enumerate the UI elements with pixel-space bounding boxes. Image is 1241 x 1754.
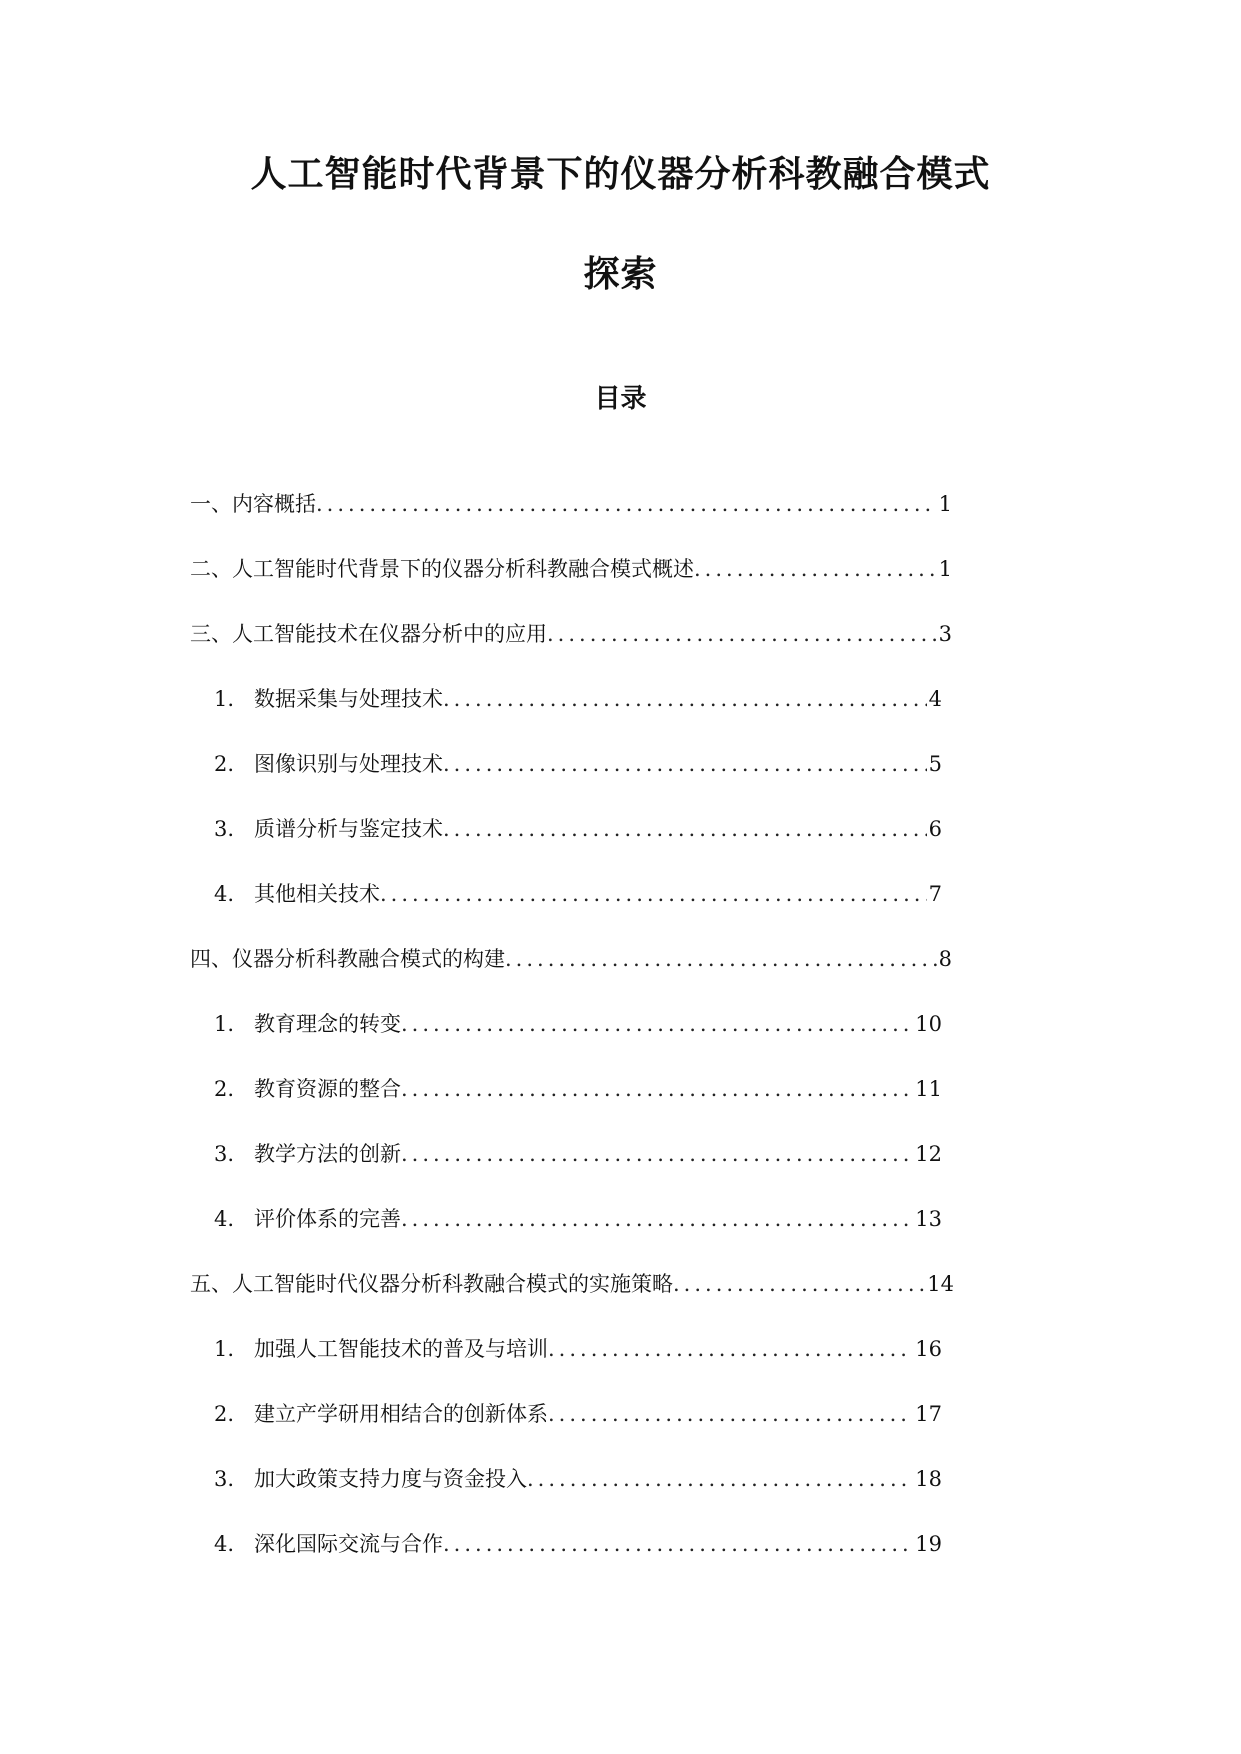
toc-entry-page-number: 14: [927, 1272, 954, 1296]
toc-entry-page-number: 1: [938, 492, 952, 516]
toc-entry[interactable]: [214, 1464, 942, 1529]
toc-entry[interactable]: [214, 749, 942, 814]
toc-entry-page-number: 7: [928, 882, 942, 906]
toc-dot-leader: [443, 684, 927, 714]
toc-entry-number: 4.: [214, 1532, 235, 1556]
toc-entry-page-number: 18: [915, 1467, 942, 1491]
toc-entry[interactable]: [190, 489, 952, 554]
toc-entry-number: 1.: [214, 687, 235, 711]
toc-entry-title: 评价体系的完善: [254, 1207, 401, 1231]
toc-dot-leader: [401, 1204, 913, 1234]
toc-dot-leader: [547, 619, 937, 649]
toc-entry-title: 教学方法的创新: [254, 1142, 401, 1166]
toc-dot-leader: [401, 1139, 913, 1169]
toc-entry-title: 二、人工智能时代背景下的仪器分析科教融合模式概述: [190, 557, 694, 581]
toc-entry-title: 一、内容概括: [190, 492, 316, 516]
toc-entry-number: 2.: [214, 1402, 235, 1426]
toc-entry-title: 教育理念的转变: [254, 1012, 401, 1036]
toc-entry-page-number: 10: [915, 1012, 942, 1036]
toc-entry[interactable]: [214, 684, 942, 749]
toc-entry-page-number: 13: [915, 1207, 942, 1231]
toc-entry[interactable]: [190, 1269, 954, 1334]
toc-entry-page-number: 3: [938, 622, 952, 646]
document-title-line-1: 人工智能时代背景下的仪器分析科教融合模式: [250, 154, 991, 195]
toc-heading: 目录: [594, 384, 647, 414]
toc-entry-title: 其他相关技术: [254, 882, 380, 906]
toc-dot-leader: [443, 814, 927, 844]
toc-entry-page-number: 16: [915, 1337, 942, 1361]
toc-dot-leader: [443, 1529, 913, 1559]
toc-entry-page-number: 8: [938, 947, 952, 971]
toc-entry[interactable]: [190, 554, 952, 619]
toc-entry[interactable]: [214, 1204, 942, 1269]
toc-entry-number: 4.: [214, 1207, 235, 1231]
document-title-line-2: 探索: [583, 254, 658, 295]
toc-dot-leader: [401, 1009, 913, 1039]
toc-entry[interactable]: [214, 1009, 942, 1074]
toc-entry[interactable]: [214, 1399, 942, 1464]
toc-entry-number: 2.: [214, 752, 235, 776]
toc-dot-leader: [548, 1334, 913, 1364]
toc-dot-leader: [694, 554, 937, 584]
toc-entry[interactable]: [214, 1334, 942, 1399]
toc-entry-title: 教育资源的整合: [254, 1077, 401, 1101]
toc-entry-number: 1.: [214, 1012, 235, 1036]
toc-dot-leader: [527, 1464, 913, 1494]
toc-entry[interactable]: [190, 619, 952, 684]
toc-entry-title: 质谱分析与鉴定技术: [254, 817, 443, 841]
toc-entry-page-number: 11: [915, 1077, 942, 1101]
toc-entry-title: 加强人工智能技术的普及与培训: [254, 1337, 548, 1361]
toc-dot-leader: [548, 1399, 913, 1429]
toc-entry-page-number: 17: [915, 1402, 942, 1426]
toc-entry-page-number: 4: [928, 687, 942, 711]
toc-entry[interactable]: [214, 814, 942, 879]
toc-entry-title: 图像识别与处理技术: [254, 752, 443, 776]
toc-entry-page-number: 1: [938, 557, 952, 581]
toc-entry-page-number: 12: [915, 1142, 942, 1166]
toc-entry[interactable]: [214, 1139, 942, 1204]
toc-entry-number: 1.: [214, 1337, 235, 1361]
toc-dot-leader: [316, 489, 937, 519]
toc-entry[interactable]: [214, 879, 942, 944]
toc-entry-title: 五、人工智能时代仪器分析科教融合模式的实施策略: [190, 1272, 673, 1296]
toc-entry-title: 深化国际交流与合作: [254, 1532, 443, 1556]
toc-entry-number: 3.: [214, 817, 235, 841]
toc-entry[interactable]: [190, 944, 952, 1009]
toc-entry-number: 4.: [214, 882, 235, 906]
toc-entry-number: 3.: [214, 1467, 235, 1491]
toc-entry-number: 2.: [214, 1077, 235, 1101]
toc-dot-leader: [380, 879, 927, 909]
toc-entry-title: 建立产学研用相结合的创新体系: [254, 1402, 548, 1426]
toc-dot-leader: [505, 944, 937, 974]
toc-entry-page-number: 19: [915, 1532, 942, 1556]
toc-entry-page-number: 5: [928, 752, 942, 776]
toc-entry-title: 四、仪器分析科教融合模式的构建: [190, 947, 505, 971]
toc-dot-leader: [443, 749, 927, 779]
toc-entry-title: 数据采集与处理技术: [254, 687, 443, 711]
toc-dot-leader: [401, 1074, 913, 1104]
table-of-contents: [0, 489, 1241, 1594]
toc-entry[interactable]: [214, 1529, 942, 1594]
toc-entry-number: 3.: [214, 1142, 235, 1166]
toc-entry-title: 加大政策支持力度与资金投入: [254, 1467, 527, 1491]
toc-entry[interactable]: [214, 1074, 942, 1139]
toc-entry-title: 三、人工智能技术在仪器分析中的应用: [190, 622, 547, 646]
toc-dot-leader: [673, 1269, 925, 1299]
toc-entry-page-number: 6: [928, 817, 942, 841]
